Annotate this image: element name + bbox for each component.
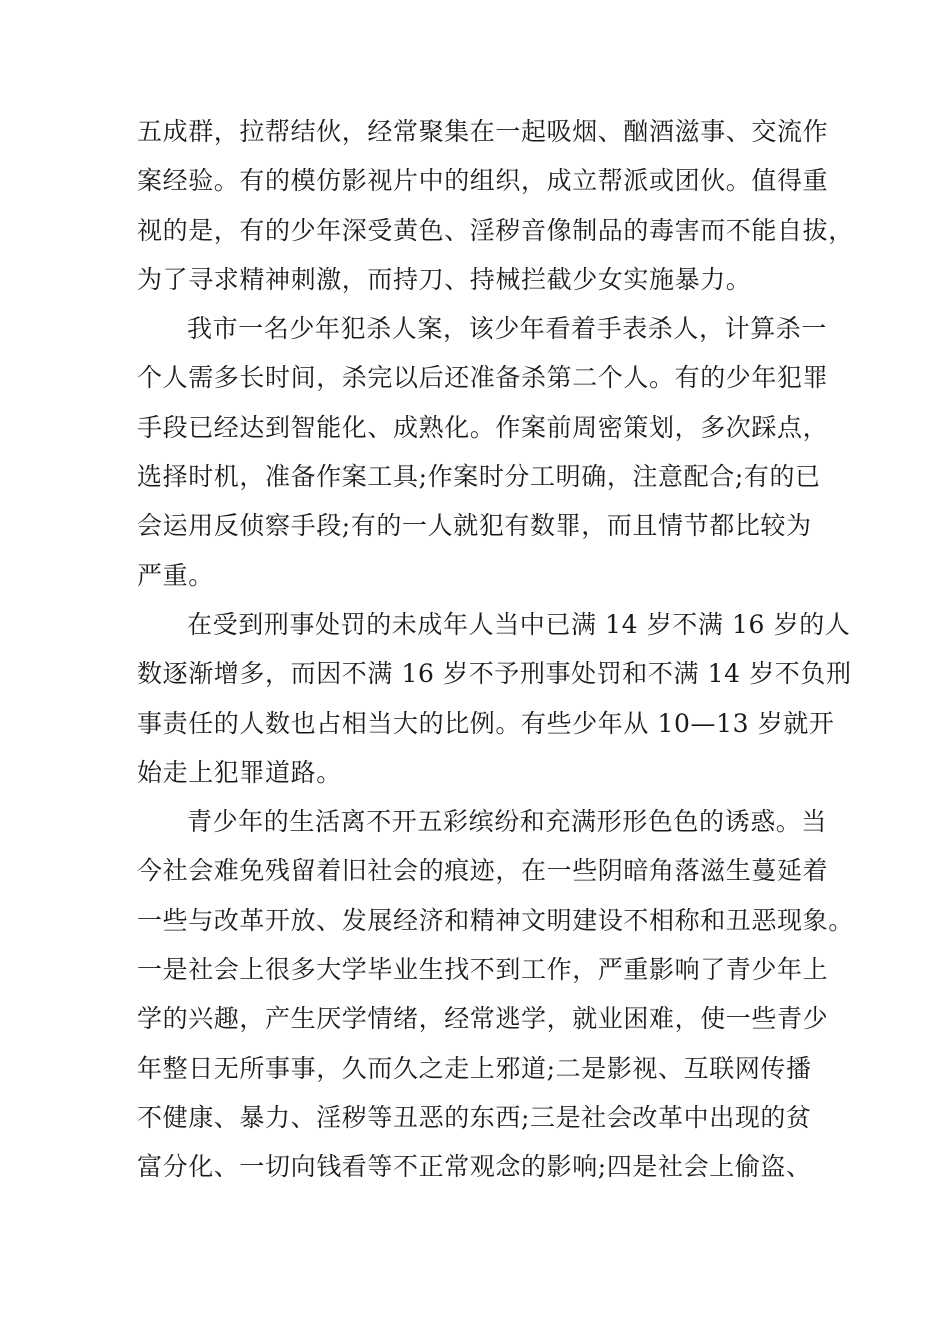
text-line: 不健康、暴力、淫秽等丑恶的东西;三是社会改革中出现的贫 [137,1102,812,1132]
text-line: 始走上犯罪道路。 [137,757,342,787]
text-line: 一是社会上很多大学毕业生找不到工作，严重影响了青少年上 [137,955,829,985]
text-line: 个人需多长时间，杀完以后还准备杀第二个人。有的少年犯罪 [137,363,829,393]
text-line: 事责任的人数也占相当大的比例。有些少年从 10—13 岁就开 [137,708,835,738]
text-line: 青少年的生活离不开五彩缤纷和充满形形色色的诱惑。当 [187,807,828,837]
text-line: 视的是，有的少年深受黄色、淫秽音像制品的毒害而不能自拔， [137,215,854,245]
text-line: 五成群，拉帮结伙，经常聚集在一起吸烟、酗酒滋事、交流作 [137,117,829,146]
text-line: 手段已经达到智能化、成熟化。作案前周密策划，多次踩点， [137,412,829,442]
text-line: 数逐渐增多，而因不满 16 岁不予刑事处罚和不满 14 岁不负刑 [137,659,852,689]
text-line: 富分化、一切向钱看等不正常观念的影响;四是社会上偷盗、 [137,1152,812,1182]
paragraph-2 [137,304,857,600]
text-line: 学的兴趣，产生厌学情绪，经常逃学，就业困难，使一些青少 [137,1004,829,1034]
text-line: 选择时机，准备作案工具;作案时分工明确，注意配合;有的已 [137,462,821,492]
text-line: 在受到刑事处罚的未成年人当中已满 14 岁不满 16 岁的人 [187,609,851,639]
text-line: 年整日无所事事，久而久之走上邪道;二是影视、互联网传播 [137,1053,812,1083]
text-line: 一些与改革开放、发展经济和精神文明建设不相称和丑恶现象。 [137,905,854,935]
text-line: 我市一名少年犯杀人案，该少年看着手表杀人，计算杀一 [187,314,828,344]
paragraph-1 [137,107,857,304]
document-body [137,107,857,1192]
text-line: 严重。 [137,560,214,590]
paragraph-3 [137,600,857,797]
text-line: 会运用反侦察手段;有的一人就犯有数罪，而且情节都比较为 [137,511,812,541]
text-line: 为了寻求精神刺激，而持刀、持械拦截少女实施暴力。 [137,264,752,294]
paragraph-4 [137,797,857,1191]
text-line: 今社会难免残留着旧社会的痕迹，在一些阴暗角落滋生蔓延着 [137,856,829,886]
text-line: 案经验。有的模仿影视片中的组织，成立帮派或团伙。值得重 [137,166,829,196]
